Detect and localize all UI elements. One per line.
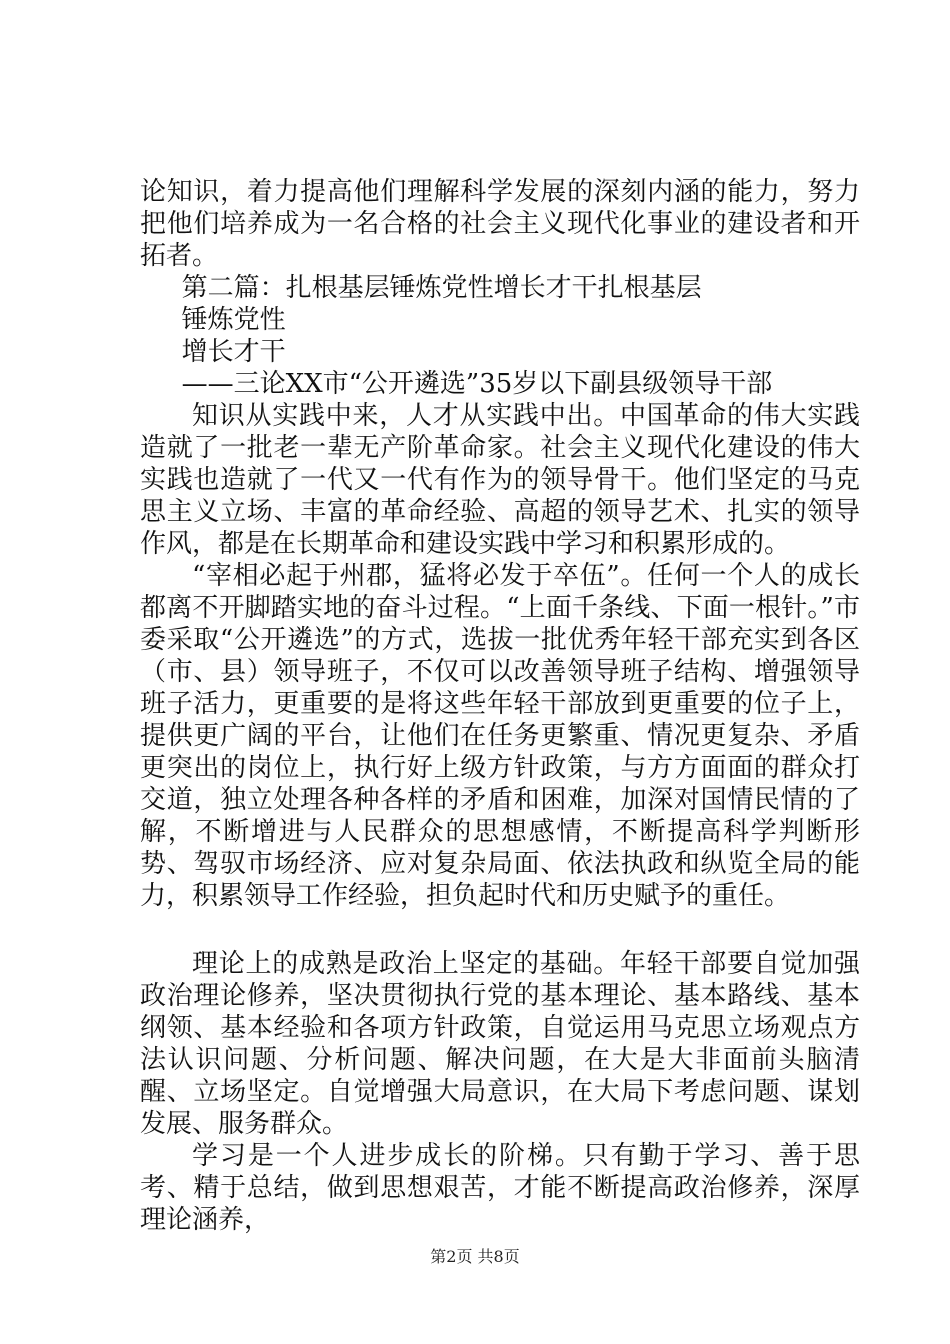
paragraph: 学习是一个人进步成长的阶梯。只有勤于学习、善于思考、精于总结，做到思想艰苦，才能不断提高政治修养，深厚理论涵养，: [140, 1141, 860, 1235]
heading-line: 增长才干: [181, 337, 286, 367]
paragraph: “宰相必起于州郡，猛将必发于卒伍”。任何一个人的成长都离不开脚踏实地的奋斗过程。“上面千条线、下面一根针。”市委采取“公开遴选”的方式，选拔一批优秀年轻干部充实到各区（市、县）领导班子，不仅可以改善领导班子结构、增强领导班子活力，更重要的是将这些年轻干部放到更重要的位子上，提供更广阔的平台，让他们在任务更繁重、情况更复杂、矛盾更突出的岗位上，执行好上级方针政策，与方方面面的群众打交道，独立处理各种各样的矛盾和困难，加深对国情民情的了解，不断增进与人民群众的思想感情，不断提高科学判断形势、驾驭市场经济、应对复杂局面、依法执政和纵览全局的能力，积累领导工作经验，担负起时代和历史赋予的重任。: [140, 561, 860, 911]
paragraph-continuation: 论知识，着力提高他们理解科学发展的深刻内涵的能力，努力把他们培养成为一名合格的社会主义现代化事业的建设者和开拓者。: [140, 177, 860, 271]
heading-line: 锤炼党性: [181, 305, 286, 335]
page-number: 第2页 共8页: [430, 1247, 520, 1266]
subtitle-line: ——三论XX市“公开遴选”35岁以下副县级领导干部: [181, 369, 773, 399]
paragraph-gap: [140, 912, 860, 948]
paragraph: 知识从实践中来，人才从实践中出。中国革命的伟大实践造就了一批老一辈无产阶革命家。社会主义现代化建设的伟大实践也造就了一代又一代有作为的领导骨干。他们坚定的马克思主义立场、丰富的革命经验、高超的领导艺术、扎实的领导作风，都是在长期革命和建设实践中学习和积累形成的。: [140, 401, 860, 559]
paragraph: 理论上的成熟是政治上坚定的基础。年轻干部要自觉加强政治理论修养，坚决贯彻执行党的基本理论、基本路线、基本纲领、基本经验和各项方针政策，自觉运用马克思立场观点方法认识问题、分析问题、解决问题，在大是大非面前头脑清醒、立场坚定。自觉增强大局意识，在大局下考虑问题、谋划发展、服务群众。: [140, 949, 860, 1139]
document-body: [140, 176, 860, 1236]
section-heading: 第二篇：扎根基层锤炼党性增长才干扎根基层: [181, 273, 702, 303]
